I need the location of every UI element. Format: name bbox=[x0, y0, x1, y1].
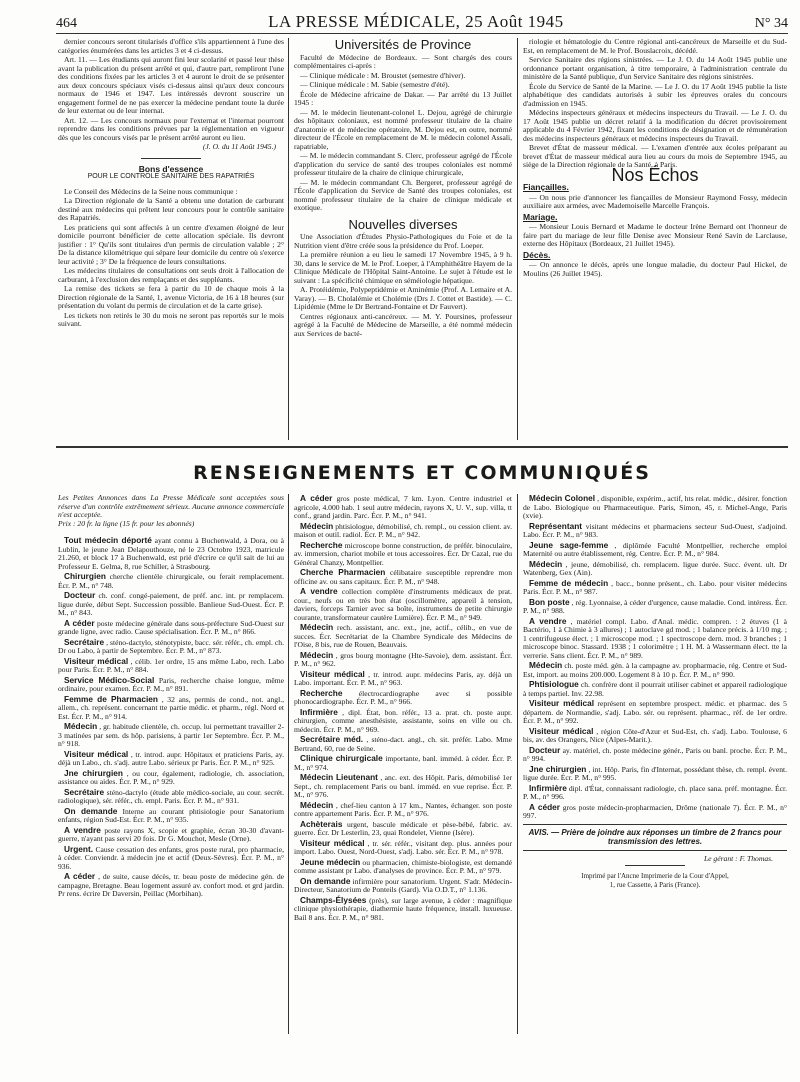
classified-ad bbox=[294, 839, 512, 857]
gerant-line: Le gérant : F. Thomas. bbox=[703, 853, 773, 863]
classified-ad-text: , anc. ext. des Hôpit. Paris, démobilisé 1er Sept., ch. remplacement Paris ou banl. imméd. en vue reprise. Écr. P. M., n° 976. bbox=[294, 773, 512, 799]
mariage-text: — Monsieur Louis Bernard et Madame le docteur Irène Bernard ont l'honneur de faire part du mariage de leur fille Denise avec Monsieur René Savin de Larclause, externe des Hôpitaux (Bordeaux, 21 Juillet 1945). bbox=[523, 222, 787, 248]
classified-ad-text: représent en septembre prospect. médic. et pharmac. des 5 départem. de Normandie, s'adj. Labo. sér. ou représent. pharmac., réf. de 1er ordre. Écr. P. M., n° 992. bbox=[523, 699, 787, 725]
classified-ad-heading: Visiteur médical bbox=[300, 837, 365, 848]
classified-ad-heading: Jeune médecin bbox=[300, 856, 361, 867]
classified-ad-heading: Secrétaire méd. bbox=[300, 734, 364, 744]
classified-ad-heading: Visiteur médical bbox=[64, 748, 129, 759]
bons-essence-subtitle: POUR LE CONTROLE SANITAIRE DES RAPATRIÉS bbox=[87, 173, 255, 180]
classified-ad-text: (près), sur large avenue, à céder : magnifique clinique physiothérapie, diathermie haute fréquence, install. luxueuse. Bail 8 ans. Écr. P. M., n° 981. bbox=[294, 895, 512, 922]
column-left-top bbox=[58, 38, 284, 438]
classified-ad bbox=[523, 541, 787, 559]
classified-ad-text: , chef-lieu canton à 17 km., Nantes, échanger. son poste contre appartement Paris. Écr. P. M., n° 976. bbox=[294, 800, 512, 818]
classified-ad-heading: Représentant bbox=[529, 520, 583, 531]
classified-ad-heading: Service Médico-Social bbox=[64, 674, 155, 685]
classified-ad-heading: Médecin bbox=[64, 721, 98, 731]
classified-ad-text: , gros bourg montagne (Hte-Savoie), dem. assistant. Écr. P. M., n° 962. bbox=[294, 650, 512, 668]
nouvelles-paragraph: A. Protéidémie, Polypeptidémie et Aminémie (Prof. A. Lemaire et A. Varay). — B. Cholalémie et Cholémie (Drs J. Cottet et Bastide). — C. Lipidémie (Mme le Dr Bertrand-Fontaine et Dr Fauvert). bbox=[294, 285, 512, 311]
bons-paragraph: Les tickets non retirés le 30 du mois ne seront pas reportés sur le mois suivant. bbox=[58, 310, 284, 328]
classified-ad bbox=[58, 722, 284, 749]
classifieds-tarif: Prix : 20 fr. la ligne (15 fr. pour les abonnés) bbox=[58, 518, 195, 528]
classified-ad bbox=[294, 670, 512, 688]
column-divider bbox=[288, 38, 289, 440]
classifieds-column-1 bbox=[58, 494, 284, 1034]
short-divider bbox=[625, 865, 685, 866]
classified-ad bbox=[58, 572, 284, 590]
classified-ad bbox=[58, 788, 284, 806]
classified-ad bbox=[523, 727, 787, 745]
classified-ad-text: , sténo-dact. angl., ch. sit. préfér. Labo. Mme Bertrand, 60, rue de Seine. bbox=[294, 735, 512, 753]
page-header bbox=[56, 12, 788, 32]
classified-ad-text: ayant connu à Buchenwald, à Dora, ou à Lublin, le jeune Jean Delapouthouze, né le 23 Octobre 1923, matricule 21.260, et block 17 à Buchenwald, est prié d'écrire ce qu'il sait de lui au Professeur E. Gelma, 8, rue Schiller, à Strasbourg. bbox=[58, 536, 284, 571]
classified-ad-heading: On demande bbox=[300, 875, 351, 886]
classified-ad-text: , rég. Lyonnaise, à céder d'urgence, cause maladie. Cond. intéress. Écr. P. M., n° 988. bbox=[523, 597, 787, 615]
classified-ad-heading: Visiteur médical bbox=[529, 698, 595, 708]
classified-ad-heading: Chirurgien bbox=[64, 571, 106, 581]
classified-ad-text: phtisiologue, démobilisé, ch. rempl., ou cession client. av. maison et outil. radiol. Écr. P. M., n° 942. bbox=[294, 521, 512, 539]
classifieds-intro bbox=[58, 494, 284, 528]
classified-ad bbox=[523, 680, 787, 698]
classified-ad-heading: Médecin Colonel bbox=[529, 494, 596, 503]
classified-ad bbox=[58, 845, 284, 872]
column-divider bbox=[517, 38, 518, 440]
classifieds-intro-text: Les Petites Annonces dans La Presse Médicale sont acceptées sous réserve d'un contrôle extrêmement sérieux. Aucune annonce commerciale n'est acceptée. bbox=[58, 494, 284, 519]
classified-ad-text: sténo-dactylo (étude able médico-sociale, au cour. secrét. radiologique), sér. référ., ch. empl. Paris. Écr. P. M., n° 931. bbox=[58, 787, 284, 805]
classified-ad-text: , tr. introd. aupr. Hôpitaux et praticiens Paris, ay. déjà un Labo., ch. s'adj. autre Labo. sérieux pr Paris. Écr. P. M., n° 925. bbox=[58, 749, 284, 767]
column-divider bbox=[288, 494, 289, 1034]
classified-ad bbox=[523, 699, 787, 726]
classified-ad bbox=[58, 591, 284, 618]
classified-ad-text: cherche clientèle chirurgicale, ou ferait remplacement. Écr. P. M., n° 748. bbox=[58, 572, 284, 590]
classified-ad-heading: Recherche bbox=[300, 687, 343, 698]
bons-paragraph: Les médecins titulaires de consultations ont seuls droit à l'allocation de carburant, à l'exclusion des remplaçants et des suppléants. bbox=[58, 266, 284, 284]
classified-ad bbox=[523, 765, 787, 783]
classified-ad-heading: Tout médecin déporté bbox=[64, 535, 152, 545]
classified-ad-heading: Docteur bbox=[529, 744, 561, 755]
classified-ad-text: infirmière pour sanatorium. Urgent. S'adr. Médecin-Directeur, Sanatorium de Ponteils (Gard). Via O.D.T., n° 1.136. bbox=[294, 876, 512, 894]
classified-ad-text: , dipl. État, bon. référ., 13 a. prat. ch. poste aupr. chirurgien, comme anesthésiste, assistante, soins en ville ou ch. médecin. Écr. P. M., n° 969. bbox=[294, 707, 512, 734]
avis-notice: AVIS. — Prière de joindre aux réponses un timbre de 2 francs pour transmission des lettres. bbox=[523, 824, 787, 851]
nouvelles-paragraph: La première réunion a eu lieu le samedi 17 Novembre 1945, à 9 h. 30, dans le service de M. le Prof. Loeper, à l'Amphithéâtre Hayem de la Clinique Médicale de l'Hôpital Saint-Antoine. Le sujet à l'étude est le suivant : La spécificité chimique en séméiologie hépatique. bbox=[294, 250, 512, 285]
issue-number: N° 34 bbox=[754, 16, 788, 31]
classified-ad bbox=[58, 657, 284, 675]
nouvelles-paragraph: Centres régionaux anti-cancéreux. — M. Y. Poursines, professeur agrégé à la Faculté de Médecine de Marseille, a été nommé médecin aux Services de bacté- bbox=[294, 311, 512, 338]
bons-paragraph: La Direction régionale de la Santé a obtenu une dotation de carburant destiné aux médecins qui prêtent leur concours pour le contrôle sanitaire des Rapatriés. bbox=[58, 196, 284, 222]
classified-ad bbox=[294, 494, 512, 521]
classified-ad bbox=[294, 735, 512, 753]
classified-ad-heading: Infirmière bbox=[529, 782, 567, 793]
universites-title: Universités de Province bbox=[334, 38, 472, 52]
universites-paragraph: Faculté de Médecine de Bordeaux. — Sont chargés des cours complémentaires ci-après : bbox=[294, 52, 512, 70]
column-middle-top bbox=[294, 38, 512, 438]
classified-ad-text: visitant médecins et pharmaciens secteur Sud-Ouest, s'adjoind. Labo. Écr. P. M., n° 983. bbox=[523, 521, 787, 539]
article-paragraph: Art. 11. — Les étudiants qui auront fini leur scolarité et passé leur thèse avant la publication du présent arrêté et qui, d'autre part, rempliront l'une des conditions fixées par les articles 3 et 4 auront le droit de se présenter aux deux concours spéciaux visés ci-dessus ainsi qu'aux deux concours normaux de 1946 et 1947. Les intéressés devront souscrire un engagement formel de ne pas exercer la médecine pendant toute la durée de leur externat ou de leur internat. bbox=[58, 55, 284, 115]
classified-ad-heading: Médecin bbox=[300, 622, 334, 632]
classifieds-list bbox=[294, 494, 512, 922]
classified-ad-text: , bacc., bonne présent., ch. Labo. pour visiter médecins Paris. Écr. P. M., n° 987. bbox=[523, 578, 787, 596]
classified-ad-heading: Visiteur médical bbox=[300, 668, 365, 679]
journal-title: LA PRESSE MÉDICALE, 25 Août 1945 bbox=[268, 12, 564, 31]
classified-ad-heading: On demande bbox=[64, 805, 118, 816]
regulation-articles bbox=[58, 38, 284, 142]
classifieds-list bbox=[523, 494, 787, 821]
classified-ad-heading: Médecin bbox=[300, 799, 334, 810]
classified-ad-text: importante, banl. imméd. à céder. Écr. P. M., n° 974. bbox=[294, 754, 512, 772]
classified-ad bbox=[294, 858, 512, 876]
classified-ad-text: ch. poste méd. gén. à la campagne av. propharmacie, rég. Centre et Sud-Est, import. au moins 200.000. Logement 8 à 10 p. Écr. P. M., n° 990. bbox=[523, 661, 787, 679]
classified-ad-text: ay. matériel, ch. poste médecine génér., Paris ou banl. proche. Écr. P. M., n° 994. bbox=[523, 745, 787, 763]
classified-ad-heading: Visiteur médical bbox=[64, 655, 129, 666]
classifieds-column-3 bbox=[523, 494, 787, 1054]
printer-line-2: 1, rue Cassette, à Paris (France). bbox=[609, 881, 701, 889]
printer-line-1: Imprimé par l'Ancne Imprimerie de la Cour d'Appel, bbox=[581, 872, 729, 880]
classified-ad-text: , jeune, démobilisé, ch. remplacem. ligue durée. Succ. évent. ult. Dr Watenberg, Gex (Ain). bbox=[523, 559, 787, 577]
classifieds-column-2 bbox=[294, 494, 512, 1034]
notice-paragraph: Brevet d'État de masseur médical. — L'examen d'entrée aux écoles préparant au brevet d'État de masseur médical aura lieu au cours du mois de Septembre 1945, au siège de la Direction régionale de la Santé, à Paris. bbox=[523, 143, 787, 169]
classified-ad bbox=[523, 560, 787, 578]
mariage-title: Mariage. bbox=[523, 211, 558, 222]
classified-ad-heading: Docteur bbox=[64, 590, 96, 600]
classified-ad-heading: Bon poste bbox=[529, 596, 570, 607]
classified-ad-text: poste médecine générale dans sous-préfecture Sud-Ouest sur grande ligne, avec radio. Cause spécialisation. Écr. P. M., n° 866. bbox=[58, 618, 284, 636]
classified-ad bbox=[294, 689, 512, 707]
classified-ad-text: , région Côte-d'Azur et Sud-Est, ch. s'adj. Labo. Toulouse, 6 bis, av. des Orangers, Nice (Alpes-Marit.). bbox=[523, 726, 787, 744]
nouvelles-paragraph: Une Association d'Études Physio-Pathologiques du Foie et de la Nutrition vient d'être créée sous la présidence du Prof. Loeper. bbox=[294, 232, 512, 250]
classified-ad-heading: A céder bbox=[529, 801, 561, 812]
classified-ad-text: ch. conf. congé-paiement, de préf. anc. int. pr remplacem. ligue durée, début Sept. Succession possible. Banlieue Sud-Ouest. Écr. P. M., n° 843. bbox=[58, 591, 284, 617]
classified-ad-text: , int. Hôp. Paris, fin d'Internat, possédant thèse, ch. rempl. évent. ligue durée. Écr. P. M., n° 995. bbox=[523, 764, 787, 782]
classified-ad bbox=[523, 661, 787, 679]
printer-imprint bbox=[523, 872, 787, 890]
classified-ad-text: Interne au courant phtisiologie pour Sanatorium enfants, région Sud-Est. Écr. P. M., n° 935. bbox=[58, 806, 284, 824]
classified-ad-text: microscope bonne construction, de préfér. binoculaire, av. immersion, chariot mobile et tous accessoires. Écr. Dr Cazal, rue du Général Chanzy, Montpellier. bbox=[294, 540, 512, 567]
classified-ad-heading: Achèterais bbox=[300, 818, 343, 829]
bons-paragraph: La remise des tickets se fera à partir du 10 de chaque mois à la Direction régionale de la Santé, 1, avenue Victoria, de 16 à 18 heures (sur présentation du volant du permis de circulation et de la carte grise). bbox=[58, 284, 284, 310]
classified-ad-heading: Champs-Élysées bbox=[300, 894, 367, 905]
classified-ad bbox=[58, 769, 284, 787]
classified-ad-heading: Médecin bbox=[300, 520, 334, 531]
page-number: 464 bbox=[56, 16, 77, 31]
short-divider bbox=[141, 158, 201, 159]
classified-ad bbox=[294, 708, 512, 735]
official-notices bbox=[523, 38, 787, 170]
classified-ad-text: , disponible, expérim., actif, hts relat. médic., désirer. fonction de Labo. Biologique ou Pharmaceutique. Paris, Simon, 45, r. Michel-Ange, Paris (xvie). bbox=[523, 494, 787, 520]
classified-ad-heading: Clinique chirurgicale bbox=[300, 753, 383, 763]
classified-ad bbox=[58, 695, 284, 722]
classified-ad-heading: Phtisiologue bbox=[529, 679, 579, 689]
classified-ad-heading: Médecin bbox=[300, 649, 334, 660]
classified-ad-text: ch. confrère dont il pourrait utiliser cabinet et appareil radiologique à temps partiel. Inv. 22.98. bbox=[523, 680, 787, 698]
classified-ad bbox=[523, 522, 787, 540]
classified-ad-heading: A vendre bbox=[300, 586, 338, 596]
classified-ad bbox=[58, 638, 284, 656]
classified-ad bbox=[523, 784, 787, 802]
classified-ad bbox=[523, 617, 787, 661]
classified-ad-text: , matériel compl. Labo. d'Anal. médic. compren. : 2 étuves (1 à Bactério, 1 à Chimie à 3 allures) ; 1 autoclave gd mod. ; 1 balance précis. à 1/10 mg. ; 1 centrifugeuse élect. ; 1 microscope mod. ; 1 spectroscope dern. mod. 3 branches ; 1 microscope binoc. Stassard. 1938 ; 1 colorimètre ; 1 H. M. à Wassermann élect. tte la verrerie. Sans client. Écr. P. M., n° 989. bbox=[523, 616, 787, 660]
bons-paragraph: Les praticiens qui sont affectés à un centre d'examen éloigné de leur domicile pourront bénéficier de cette allocation spéciale. Ils devront justifier : 1° Qu'ils sont titulaires d'un permis de circulation valable ; 2° De la distance kilométrique qui sépare leur domicile du centre où s'exerce leur activité ; 3° De la fréquence de leurs consultations. bbox=[58, 222, 284, 266]
nos-echos-title: Nos Échos bbox=[611, 164, 699, 185]
notice-paragraph: École du Service de Santé de la Marine. — Le J. O. du 17 Août 1945 publie la liste alphabétique des candidats autorisés à subir les épreuves orales du concours d'admission en 1945. bbox=[523, 81, 787, 108]
classified-ad-heading: Visiteur médical bbox=[529, 725, 594, 736]
classified-ad-heading: Recherche bbox=[300, 539, 343, 550]
classified-ad-text: , 32 ans, permis de cond., not. angl., allem., ch. représent. concernant tte partie médic. et pharm., régl. Nord et Est. Écr. P. M., n° 914. bbox=[58, 694, 284, 721]
classified-ad bbox=[58, 872, 284, 899]
universites-paragraph: — M. le médecin commandant Ch. Bergeret, professeur agrégé de l'École d'application du Service de Santé des troupes coloniales, est nommé professeur titulaire de la chaire de clinique médicale et exotique. bbox=[294, 177, 512, 212]
classified-ad-text: , tr. introd. aupr. médecins Paris, ay. déjà un Labo. important. Écr. P. M., n° 963. bbox=[294, 669, 512, 687]
classified-ad-heading: A céder bbox=[64, 617, 95, 628]
classified-ad bbox=[523, 746, 787, 764]
classified-ad bbox=[294, 651, 512, 669]
classified-ad bbox=[58, 807, 284, 825]
classified-ad-heading: A vendre bbox=[64, 824, 101, 835]
universites-paragraph: École de Médecine africaine de Dakar. — Par arrêté du 13 Juillet 1945 : bbox=[294, 89, 512, 107]
classified-ad-heading: Jne chirurgien bbox=[64, 767, 123, 778]
universites-paragraph: — Clinique médicale : M. Sabie (semestre d'été). bbox=[300, 80, 450, 89]
classified-ad bbox=[294, 801, 512, 819]
universites-paragraph: — M. le médecin commandant S. Clerc, professeur agrégé de l'École d'application du service de santé des troupes coloniales est nommé professeur titulaire de la chaire de clinique chirurgicale, bbox=[294, 151, 512, 177]
classified-ad-text: , tr. sér. référ., visitant dep. plus. années pour import. Labo. Ouest, Nord-Ouest, s'adj. Labo. sér. Écr. P. M., n° 978. bbox=[294, 838, 512, 856]
header-rule bbox=[56, 33, 788, 34]
classified-ad bbox=[294, 820, 512, 838]
classified-ad bbox=[294, 773, 512, 800]
classified-ad-text: urgent, bascule médicale et pèse-bébé, fabric. av. guerre. Écr. Dr Lesterlin, 23, quai Rondelet, Vienne (Isère). bbox=[294, 819, 512, 837]
classified-ad-text: , sténo-dactylo, sténotypiste, bacc. sér. référ., ch. empl. ch. Dr ou Labo, à partir de Septembre. Écr. P. M., n° 873. bbox=[58, 637, 284, 655]
classified-ad-heading: A céder bbox=[300, 494, 333, 503]
classifieds-list bbox=[58, 536, 284, 899]
bons-essence-title: Bons d'essence bbox=[138, 163, 204, 174]
classified-ad bbox=[523, 598, 787, 616]
classified-ad-text: collection complète d'instruments médicaux de prat. cour., neufs ou en très bon état (oscillomètre, appareil à tension, daviers, forceps Tarnier avec sa boîte, instruments de petite chirurgie courante, transformateur cautère Lumière). Écr. P. M., n° 949. bbox=[294, 587, 512, 622]
article-paragraph: dernier concours seront titularisés d'office s'ils appartiennent à l'une des catégories énumérées dans les articles 3 et 4 ci-dessus. bbox=[58, 38, 284, 55]
classified-ad-heading: Femme de Pharmacien bbox=[64, 693, 158, 704]
classified-ad-heading: Jeune sage-femme bbox=[529, 539, 609, 550]
classified-ad-text: , ou cour, également, radiologie, ch. association, assistance ou aides. Écr. P. M., n° 929. bbox=[58, 768, 284, 786]
classified-ad-text: , gr. habitude clientèle, ch. occup. lui permettant travailler 2-3 matinées par sem. ds hôp. parisiens, à partir 1er Septembre. Écr. P. M., n° 918. bbox=[58, 722, 284, 748]
classified-ad bbox=[523, 494, 787, 521]
classified-ad bbox=[58, 676, 284, 694]
classified-ad-heading: Urgent. bbox=[64, 843, 94, 854]
section-rule bbox=[56, 446, 788, 448]
classified-ad-heading: Médecin Lieutenant bbox=[300, 772, 378, 782]
classified-ad-text: Cause cessation des enfants, gros poste rural, pro pharmacie, à céder. Conviendr. à médecin jne et actif (Deux-Sèvres). Écr. P. M., n° 936. bbox=[58, 844, 284, 871]
renseignements-banner: RENSEIGNEMENTS ET COMMUNIQUÉS bbox=[193, 462, 651, 484]
classified-ad-text: ou pharmacien, chimiste-biologiste, est demandé comme assistant pr Labo. d'analyses de province. Écr. P. M., n° 979. bbox=[294, 857, 512, 875]
classified-ad-heading: Jne chirurgien bbox=[529, 763, 587, 774]
classified-ad-heading: Infirmière bbox=[300, 706, 338, 717]
classified-ad-heading: Cherche Pharmacien bbox=[300, 567, 386, 577]
universites-body bbox=[294, 54, 512, 213]
fiancailles-text: — On nous prie d'annoncer les fiançailles de Monsieur Raymond Fossy, médecin auxiliaire aux armées, avec Mademoiselle Marcelle François. bbox=[523, 192, 787, 210]
classified-ad bbox=[58, 826, 284, 844]
notice-paragraph: riologie et hématologie du Centre régional anti-cancéreux de Marseille et du Sud-Est, en remplacement de M. le Prof. Bouslacroix, décédé. bbox=[523, 38, 787, 55]
classified-ad bbox=[523, 579, 787, 597]
classified-ad-text: dipl. d'État, connaissant radiologie, ch. place sana. préf. montagne. Écr. P. M., n° 996. bbox=[523, 783, 787, 801]
classified-ad bbox=[294, 877, 512, 895]
nouvelles-body bbox=[294, 233, 512, 338]
classified-ad bbox=[294, 623, 512, 650]
classified-ad-text: rech. assistant, anc. ext., jne, actif., célib., en vue de succes. Écr. Secrétariat de la Chambre Syndicale des Médecins de l'Oise, 8 bis, rue de Rouen, Beauvais. bbox=[294, 623, 512, 649]
classified-ad-text: , de suite, cause décès, tr. beau poste de médecine gén. de campagne, Bretagne. Beau logement assuré av. confort mod. et grd jardin. Pr rens. écrire Dr Daversin, Peillac (Morbihan). bbox=[58, 872, 284, 898]
classified-ad-text: célibataire susceptible reprendre mon officine av. ou sans capitaux. Écr. P. M., n° 948. bbox=[294, 568, 512, 586]
deces-text: — On annonce le décès, après une longue maladie, du docteur Paul Hickel, de Moulins (26 Juillet 1945). bbox=[523, 260, 787, 278]
classified-ad bbox=[58, 619, 284, 637]
notice-paragraph: Service Sanitaire des régions sinistrées. — Le J. O. du 14 Août 1945 publie une ordonnance portant organisation, à titre temporaire, à l'administration centrale du ministère de la Santé publique, d'un Service Sanitaire des régions sinistrées. bbox=[523, 55, 787, 81]
classified-ad-text: , diplômée Faculté Montpellier, recherche emploi Maternité ou autre établissement, rég. Centre. Écr. P. M., n° 984. bbox=[523, 540, 787, 558]
column-right-top bbox=[523, 38, 787, 438]
classified-ad-heading: A céder bbox=[64, 871, 96, 881]
classified-ad-text: électrocardiographe avec si possible phonocardiographe. Écr. P. M., n° 966. bbox=[294, 688, 512, 706]
classified-ad bbox=[294, 587, 512, 622]
classified-ad-text: poste rayons X, scopie et graphie, écran 30-30 d'avant-guerre, n'ayant pas servi 20 fois. Dr G. Mouchot, Mesle (Orne). bbox=[58, 825, 284, 843]
bons-paragraph: Le Conseil des Médecins de la Seine nous communique : bbox=[64, 186, 238, 196]
deces-title: Décès. bbox=[523, 249, 551, 260]
nouvelles-title: Nouvelles diverses bbox=[348, 216, 458, 232]
classified-ad-heading: Médecin bbox=[529, 660, 563, 670]
classified-ad bbox=[294, 541, 512, 568]
classified-ad bbox=[294, 896, 512, 923]
universites-paragraph: — M. le médecin lieutenant-colonel L. Dejou, agrégé de chirurgie des hôpitaux coloniaux, est nommé professeur titulaire de la chaire d'anatomie et de médecine opératoire, M. Dejou est, en outre, nommé directeur de l'École en remplacement de M. le médecin colonel Assali, rapatriable, bbox=[294, 107, 512, 151]
classified-ad-text: Paris, recherche chaise longue, même ordinaire, pour examen. Écr. P. M., n° 891. bbox=[58, 675, 284, 693]
classified-ad-heading: A vendre bbox=[529, 615, 567, 626]
journal-officiel-source: (J. O. du 11 Août 1945.) bbox=[202, 142, 276, 151]
classified-ad bbox=[58, 750, 284, 768]
notice-paragraph: Médecins inspecteurs généraux et médecins inspecteurs du Travail. — Le J. O. du 17 Août 1945 publie un décret relatif à la modification du décret provisoirement applicable du 4 Février 1942, fixant les conditions de désignation et de rémunération des médecins inspecteurs généraux et médecins inspecteurs du Travail. bbox=[523, 108, 787, 143]
classified-ad bbox=[294, 568, 512, 586]
classified-ad-heading: Femme de médecin bbox=[529, 577, 609, 588]
universites-paragraph: — Clinique médicale : M. Broustet (semestre d'hiver). bbox=[300, 70, 466, 80]
classified-ad-text: gros poste médecin-propharmacien, Drôme (nationale 7). Écr. P. M., n° 997. bbox=[523, 802, 787, 820]
classified-ad-text: , célib. 1er ordre, 15 ans même Labo, rech. Labo pour Paris. Écr. P. M., n° 884. bbox=[58, 656, 284, 674]
classified-ad-text: gros poste médical, 7 km. Lyon. Centre industriel et agricole, 4.000 hab. 1 seul autre médecin, rayons X, U. V., sup. villa, tt conf., grand jardin. Parc. Écr. P. M., n° 941. bbox=[294, 494, 512, 520]
bons-essence-body bbox=[58, 188, 284, 329]
classified-ad bbox=[294, 754, 512, 772]
fiancailles-title: Fiançailles. bbox=[523, 182, 569, 192]
classified-ad bbox=[294, 522, 512, 540]
classified-ad-heading: Médecin bbox=[529, 558, 563, 569]
classified-ad bbox=[58, 536, 284, 571]
column-divider bbox=[517, 494, 518, 1034]
classified-ad-heading: Secrétaire bbox=[64, 636, 105, 647]
classified-ad bbox=[523, 803, 787, 821]
classified-ad-heading: Secrétaire bbox=[64, 786, 105, 797]
article-paragraph: Art. 12. — Les concours normaux pour l'externat et l'internat pourront reprendre dans les conditions prévues par la réglementation en vigueur dès que les concours visés par le présent arrêté auront eu lieu. bbox=[58, 115, 284, 142]
